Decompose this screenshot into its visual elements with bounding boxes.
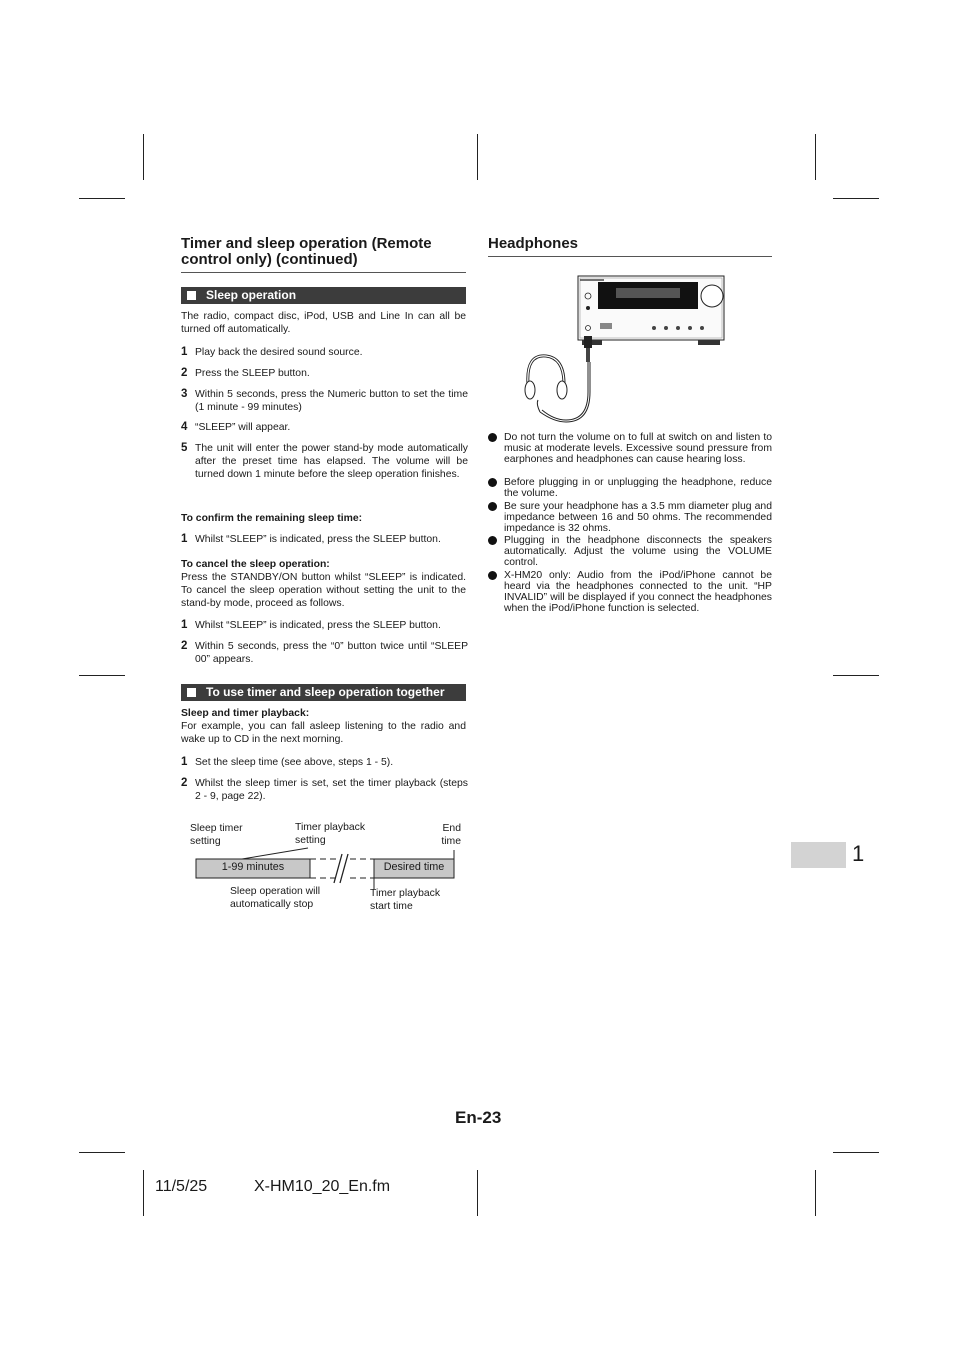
headphones-title: Headphones bbox=[488, 235, 579, 252]
section-title bbox=[181, 236, 471, 268]
chapter-number: 1 bbox=[852, 841, 865, 866]
step-text: Whilst the sleep timer is set, set the timer playback (steps 2 - 9, page 22). bbox=[195, 778, 468, 802]
crop-mark bbox=[79, 198, 125, 199]
sleep-operation-bar bbox=[181, 287, 466, 304]
crop-mark bbox=[79, 1152, 125, 1153]
headphones-icon bbox=[525, 356, 567, 412]
crop-mark bbox=[815, 134, 816, 180]
bullet-icon bbox=[488, 536, 497, 545]
square-bullet-icon bbox=[187, 688, 196, 697]
step-number: 2 bbox=[181, 777, 188, 789]
sleep-timer-playback-text: For example, you can fall asleep listening to the radio and wake up to CD in the next morning. bbox=[181, 721, 466, 745]
timer-sleep-together-bar bbox=[181, 684, 466, 701]
cancel-step-2 bbox=[181, 640, 468, 666]
step-text: The unit will enter the power stand-by mode automatically after the preset time has elapsed. The volume will be turned down 1 minute before the sleep operation finishes. bbox=[195, 443, 468, 480]
bullet-icon bbox=[488, 571, 497, 580]
headphone-note-2 bbox=[488, 477, 772, 499]
step-number: 1 bbox=[181, 346, 188, 358]
step-text: Within 5 seconds, press the Numeric button to set the time (1 minute - 99 minutes) bbox=[195, 389, 468, 413]
step-text: “SLEEP” will appear. bbox=[195, 422, 291, 433]
headphone-note-4 bbox=[488, 535, 772, 568]
step-number: 1 bbox=[181, 756, 188, 768]
crop-mark bbox=[79, 675, 125, 676]
crop-mark bbox=[833, 198, 879, 199]
bullet-text: X-HM20 only: Audio from the iPod/iPhone cannot be heard via the headphones connected to the unit. “HP INVALID” will be displayed if you connect the headphones when the iPod/iPhone function is selected. bbox=[504, 570, 772, 614]
crop-mark bbox=[477, 134, 478, 180]
section-title-line1: Timer and sleep operation (Remote bbox=[181, 235, 432, 252]
step-text: Play back the desired sound source. bbox=[195, 347, 363, 358]
together-step-1 bbox=[181, 756, 468, 769]
crop-mark bbox=[143, 134, 144, 180]
step-number: 4 bbox=[181, 421, 188, 433]
bullet-text: Before plugging in or unplugging the headphone, reduce the volume. bbox=[504, 477, 772, 499]
step-text: Set the sleep time (see above, steps 1 - 5). bbox=[195, 757, 394, 768]
sleep-step-5 bbox=[181, 442, 468, 481]
label-timer-playback-setting: Timer playback setting bbox=[295, 822, 366, 846]
bullet-text: Plugging in the headphone disconnects the speakers automatically. Adjust the volume using the VOLUME control. bbox=[504, 535, 772, 568]
minutes-box-label: 1-99 minutes bbox=[221, 861, 285, 873]
label-end-time: End time bbox=[441, 823, 461, 847]
label-sleep-stop: Sleep operation will automatically stop bbox=[230, 886, 321, 910]
step-number: 5 bbox=[181, 442, 188, 454]
headphone-note-5 bbox=[488, 570, 772, 614]
step-text: Press the SLEEP button. bbox=[195, 368, 310, 379]
step-number: 1 bbox=[181, 533, 188, 545]
crop-mark bbox=[815, 1170, 816, 1216]
section-title-line2: control only) (continued) bbox=[181, 251, 358, 268]
cancel-text: Press the STANDBY/ON button whilst “SLEEP” is indicated. To cancel the sleep operation without setting the unit to the stand-by mode, proceed as follows. bbox=[181, 572, 466, 609]
crop-mark bbox=[143, 1170, 144, 1216]
square-bullet-icon bbox=[187, 291, 196, 300]
step-text: Whilst “SLEEP” is indicated, press the SLEEP button. bbox=[195, 534, 441, 545]
bullet-text: Be sure your headphone has a 3.5 mm diameter plug and impedance between 16 and 50 ohms. The recommended impedance is 32 ohms. bbox=[504, 501, 772, 534]
step-number: 2 bbox=[181, 640, 188, 652]
pointer-line bbox=[242, 848, 308, 859]
crop-mark bbox=[477, 1170, 478, 1216]
step-text: Within 5 seconds, press the “0” button twice until “SLEEP 00” appears. bbox=[195, 641, 468, 665]
label-sleep-timer-setting: Sleep timer setting bbox=[190, 823, 243, 847]
headphone-connection-illustration bbox=[518, 272, 733, 432]
confirm-step-1 bbox=[181, 533, 468, 546]
cancel-step-1 bbox=[181, 619, 468, 632]
confirm-heading: To confirm the remaining sleep time: bbox=[181, 513, 363, 524]
bullet-text: Do not turn the volume on to full at switch on and listen to music at moderate levels. Excessive sound pressure from earphones and headphones can cause hearing loss. bbox=[504, 432, 772, 465]
headphone-note-3 bbox=[488, 501, 772, 534]
cancel-heading: To cancel the sleep operation: bbox=[181, 559, 330, 570]
sleep-step-2 bbox=[181, 367, 468, 380]
together-step-2 bbox=[181, 777, 468, 803]
title-rule bbox=[181, 272, 466, 273]
headphone-note-1 bbox=[488, 432, 772, 465]
sleep-step-3 bbox=[181, 388, 468, 414]
footer-filename: X-HM10_20_En.fm bbox=[254, 1178, 391, 1195]
sleep-intro: The radio, compact disc, iPod, USB and Line In can all be turned off automatically. bbox=[181, 311, 466, 335]
chapter-tab bbox=[791, 842, 846, 868]
headphones-cable bbox=[540, 336, 592, 422]
sleep-operation-heading: Sleep operation bbox=[206, 288, 297, 302]
stereo-unit bbox=[578, 276, 724, 345]
desired-box-label: Desired time bbox=[383, 861, 445, 873]
label-playback-start: Timer playback start time bbox=[370, 888, 441, 912]
page-number: En-23 bbox=[455, 1108, 502, 1127]
timer-sleep-together-heading: To use timer and sleep operation together bbox=[206, 685, 445, 699]
headphones-rule bbox=[488, 256, 772, 257]
step-text: Whilst “SLEEP” is indicated, press the SLEEP button. bbox=[195, 620, 441, 631]
bullet-icon bbox=[488, 502, 497, 511]
bullet-icon bbox=[488, 433, 497, 442]
crop-mark bbox=[833, 1152, 879, 1153]
sleep-step-4 bbox=[181, 421, 468, 434]
footer-date: 11/5/25 bbox=[155, 1178, 208, 1195]
step-number: 2 bbox=[181, 367, 188, 379]
step-number: 1 bbox=[181, 619, 188, 631]
sleep-step-1 bbox=[181, 346, 468, 359]
crop-mark bbox=[833, 675, 879, 676]
step-number: 3 bbox=[181, 388, 188, 400]
sleep-timer-playback-heading: Sleep and timer playback: bbox=[181, 708, 310, 719]
bullet-icon bbox=[488, 478, 497, 487]
